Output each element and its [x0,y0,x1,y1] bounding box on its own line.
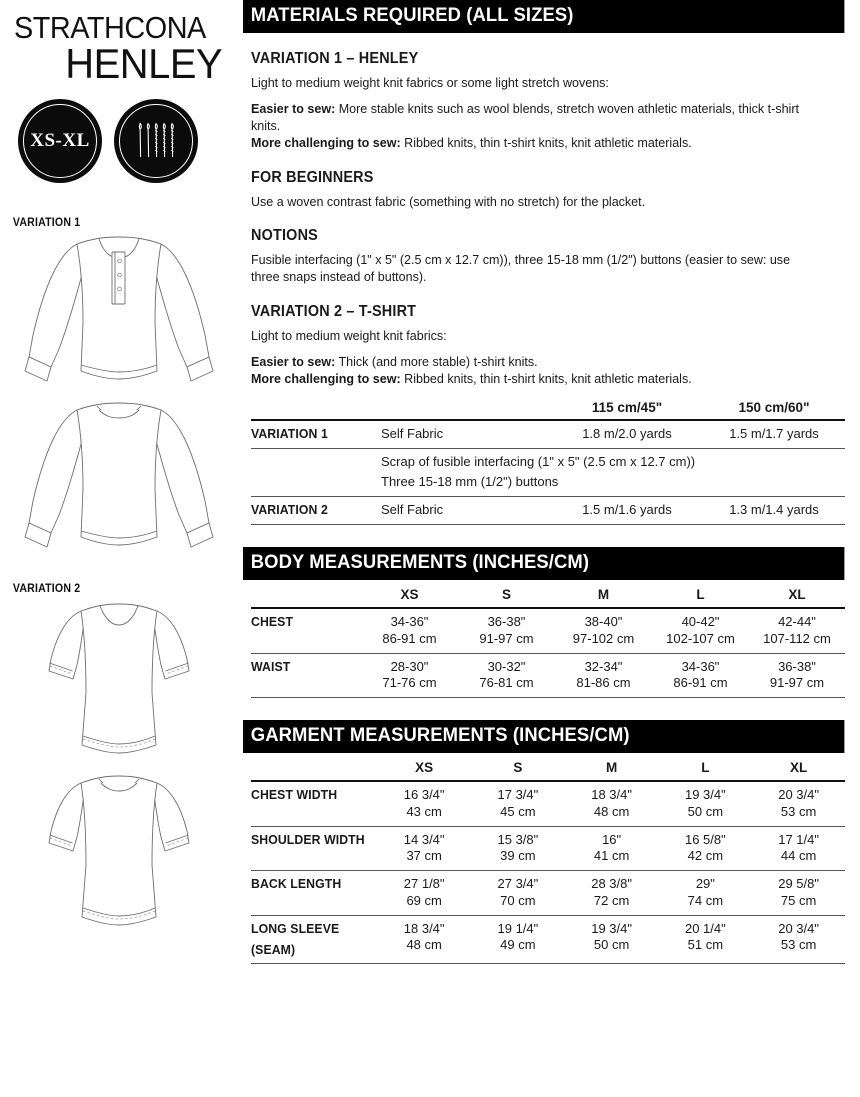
materials-bar-wrap [243,0,845,33]
v2-easier-text: Thick (and more stable) t-shirt knits. [335,354,538,370]
garment-size-l: L [701,760,710,776]
garment-row-label-chest-width: CHEST WIDTH [251,787,338,803]
tshirt-back-illustration [11,769,227,937]
table-row [251,915,845,963]
notions-heading: NOTIONS [251,227,318,245]
body-waist-xs: 28-30" 71-76 cm [361,653,458,698]
garment-size-xl: XL [789,760,808,776]
henley-front-illustration [11,231,227,391]
fabric-table-bottom-rule [251,525,845,526]
table-row [251,826,845,871]
variation-2-fabric-notes [251,354,815,388]
body-row-label-waist: WAIST [251,658,291,674]
garment-longsleeve-s: 19 1/4" 49 cm [471,915,565,963]
garment-size-s: S [513,760,523,776]
table-row [251,449,845,473]
garment-row-label-shoulder-width: SHOULDER WIDTH [251,831,365,847]
body-table-bottom-rule [251,698,845,699]
brand-line-henley: HENLEY [65,39,223,87]
fabric-header-width-115: 115 cm/45" [591,399,663,415]
garment-chestwidth-s: 17 3/4" 45 cm [471,781,565,826]
needles-icon [128,113,184,169]
body-chest-xs: 34-36" 86-91 cm [361,608,458,653]
variation-1-heading: VARIATION 1 – HENLEY [251,50,419,67]
notions-text: Fusible interfacing (1" x 5" (2.5 cm x 12.7 cm)), three 15-18 mm (1/2") buttons (easier to sew: use three snaps instead of buttons). [251,252,791,285]
variation-2-intro: Light to medium weight knit fabrics: [251,328,447,344]
v1-harder-label: More challenging to sew: [251,134,401,150]
difficulty-needles-badge [114,99,198,183]
body-waist-s: 30-32" 76-81 cm [458,653,555,698]
table-row [251,420,845,449]
garment-chestwidth-m: 18 3/4" 48 cm [565,781,659,826]
v1-harder-text: Ribbed knits, thin t-shirt knits, knit athletic materials. [400,134,692,150]
garment-longsleeve-l: 20 1/4" 51 cm [658,915,752,963]
garment-measurements-section [243,720,845,964]
body-size-xl: XL [788,587,806,603]
fabric-note-label-blank [251,449,381,473]
badge-group [0,99,238,183]
body-header-blank [251,580,361,608]
variation-2-back-figure [0,769,238,937]
fabric-v1-115: 1.8 m/2.0 yards [551,420,703,449]
v2-easier-label: Easier to sew: [251,354,336,370]
fabric-header-blank-2 [381,400,551,420]
fabric-requirements-table [251,400,845,526]
body-size-l: L [696,587,705,603]
garment-backlength-m: 28 3/8" 72 cm [565,871,659,916]
fabric-note2-label-blank [251,472,381,497]
fabric-header-width-150: 150 cm/60" [738,399,810,415]
variation-1-label: VARIATION 1 [12,217,81,230]
fabric-header-blank-1 [251,400,381,420]
garment-shoulderwidth-l: 16 5/8" 42 cm [658,826,752,871]
for-beginners-heading: FOR BEGINNERS [251,168,374,186]
body-measurements-header: BODY MEASUREMENTS (INCHES/CM) [243,547,844,580]
garment-shoulderwidth-xs: 14 3/4" 37 cm [377,826,471,871]
fabric-note-buttons: Three 15-18 mm (1/2") buttons [381,474,559,490]
garment-measurements-header: GARMENT MEASUREMENTS (INCHES/CM) [243,720,844,753]
body-size-m: M [597,587,610,603]
variation-2-front-figure [0,597,238,765]
variation-1-front-figure [0,231,238,391]
body-size-xs: XS [400,587,419,603]
body-size-s: S [501,587,511,603]
garment-size-header-row [251,753,845,781]
v2-harder-text: Ribbed knits, thin t-shirt knits, knit athletic materials. [400,371,692,387]
body-size-header-row [251,580,845,608]
garment-size-m: M [605,760,618,776]
fabric-row-label-variation-2: VARIATION 2 [251,502,328,518]
garment-table-bottom-rule [251,963,845,964]
body-waist-l: 34-36" 86-91 cm [652,653,749,698]
sidebar [0,0,238,1097]
for-beginners-text: Use a woven contrast fabric (something with no stretch) for the placket. [251,193,646,209]
brand-line-strathcona: STRATHCONA [14,10,206,45]
brand-title [0,0,238,87]
fabric-v1-150: 1.5 m/1.7 yards [703,420,845,449]
variation-2-heading: VARIATION 2 – T-SHIRT [251,303,417,321]
v1-easier-label: Easier to sew: [251,100,336,116]
fabric-row-item-variation-2: Self Fabric [381,497,551,525]
table-row [251,472,845,497]
variation-1-fabric-notes [251,101,815,152]
garment-shoulderwidth-m: 16" 41 cm [565,826,659,871]
fabric-v2-115: 1.5 m/1.6 yards [551,497,703,525]
garment-measurements-bar-wrap [243,720,845,753]
body-chest-l: 40-42" 102-107 cm [652,608,749,653]
body-chest-m: 38-40" 97-102 cm [555,608,652,653]
body-chest-s: 36-38" 91-97 cm [458,608,555,653]
body-measurements-section [243,547,845,698]
table-row [251,871,845,916]
body-waist-m: 32-34" 81-86 cm [555,653,652,698]
body-measurements-bar-wrap [243,547,845,580]
table-row [251,608,845,653]
garment-header-blank [251,753,377,781]
table-row [251,653,845,698]
garment-backlength-l: 29" 74 cm [658,871,752,916]
materials-required-header: MATERIALS REQUIRED (ALL SIZES) [243,0,844,33]
fabric-table-header-row [251,400,845,420]
size-range-badge [18,99,102,183]
variation-2-label: VARIATION 2 [12,583,81,596]
garment-size-xs: XS [415,760,434,776]
garment-row-label-long-sleeve-seam: (SEAM) [251,941,296,957]
garment-chestwidth-l: 19 3/4" 50 cm [658,781,752,826]
garment-measurements-table [251,753,845,964]
garment-longsleeve-xs: 18 3/4" 48 cm [377,915,471,963]
garment-longsleeve-m: 19 3/4" 50 cm [565,915,659,963]
garment-longsleeve-xl: 20 3/4" 53 cm [752,915,845,963]
v2-harder-label: More challenging to sew: [251,371,401,387]
garment-backlength-xs: 27 1/8" 69 cm [377,871,471,916]
fabric-note-interfacing: Scrap of fusible interfacing (1" x 5" (2.5 cm x 12.7 cm)) [381,449,845,473]
body-chest-xl: 42-44" 107-112 cm [749,608,845,653]
garment-row-label-back-length: BACK LENGTH [251,876,342,892]
henley-back-illustration [11,397,227,557]
garment-row-label-long-sleeve: LONG SLEEVE [251,920,340,936]
fabric-v2-150: 1.3 m/1.4 yards [703,497,845,525]
body-waist-xl: 36-38" 91-97 cm [749,653,845,698]
tshirt-front-illustration [11,597,227,765]
body-measurements-table [251,580,845,698]
variation-1-intro: Light to medium weight knit fabrics or some light stretch wovens: [251,75,609,90]
garment-backlength-s: 27 3/4" 70 cm [471,871,565,916]
garment-backlength-xl: 29 5/8" 75 cm [752,871,845,916]
garment-chestwidth-xl: 20 3/4" 53 cm [752,781,845,826]
table-row [251,497,845,525]
v1-easier-text: More stable knits such as wool blends, stretch woven athletic materials, thick t-shirt knits. [251,100,799,133]
garment-shoulderwidth-xl: 17 1/4" 44 cm [752,826,845,871]
body-row-label-chest: CHEST [251,614,294,630]
garment-chestwidth-xs: 16 3/4" 43 cm [377,781,471,826]
table-row [251,781,845,826]
fabric-row-item-variation-1: Self Fabric [381,420,551,449]
size-range-label: XS-XL [30,130,90,152]
variation-1-back-figure [0,397,238,557]
fabric-row-label-variation-1: VARIATION 1 [251,425,328,441]
garment-shoulderwidth-s: 15 3/8" 39 cm [471,826,565,871]
content-column [243,0,845,964]
